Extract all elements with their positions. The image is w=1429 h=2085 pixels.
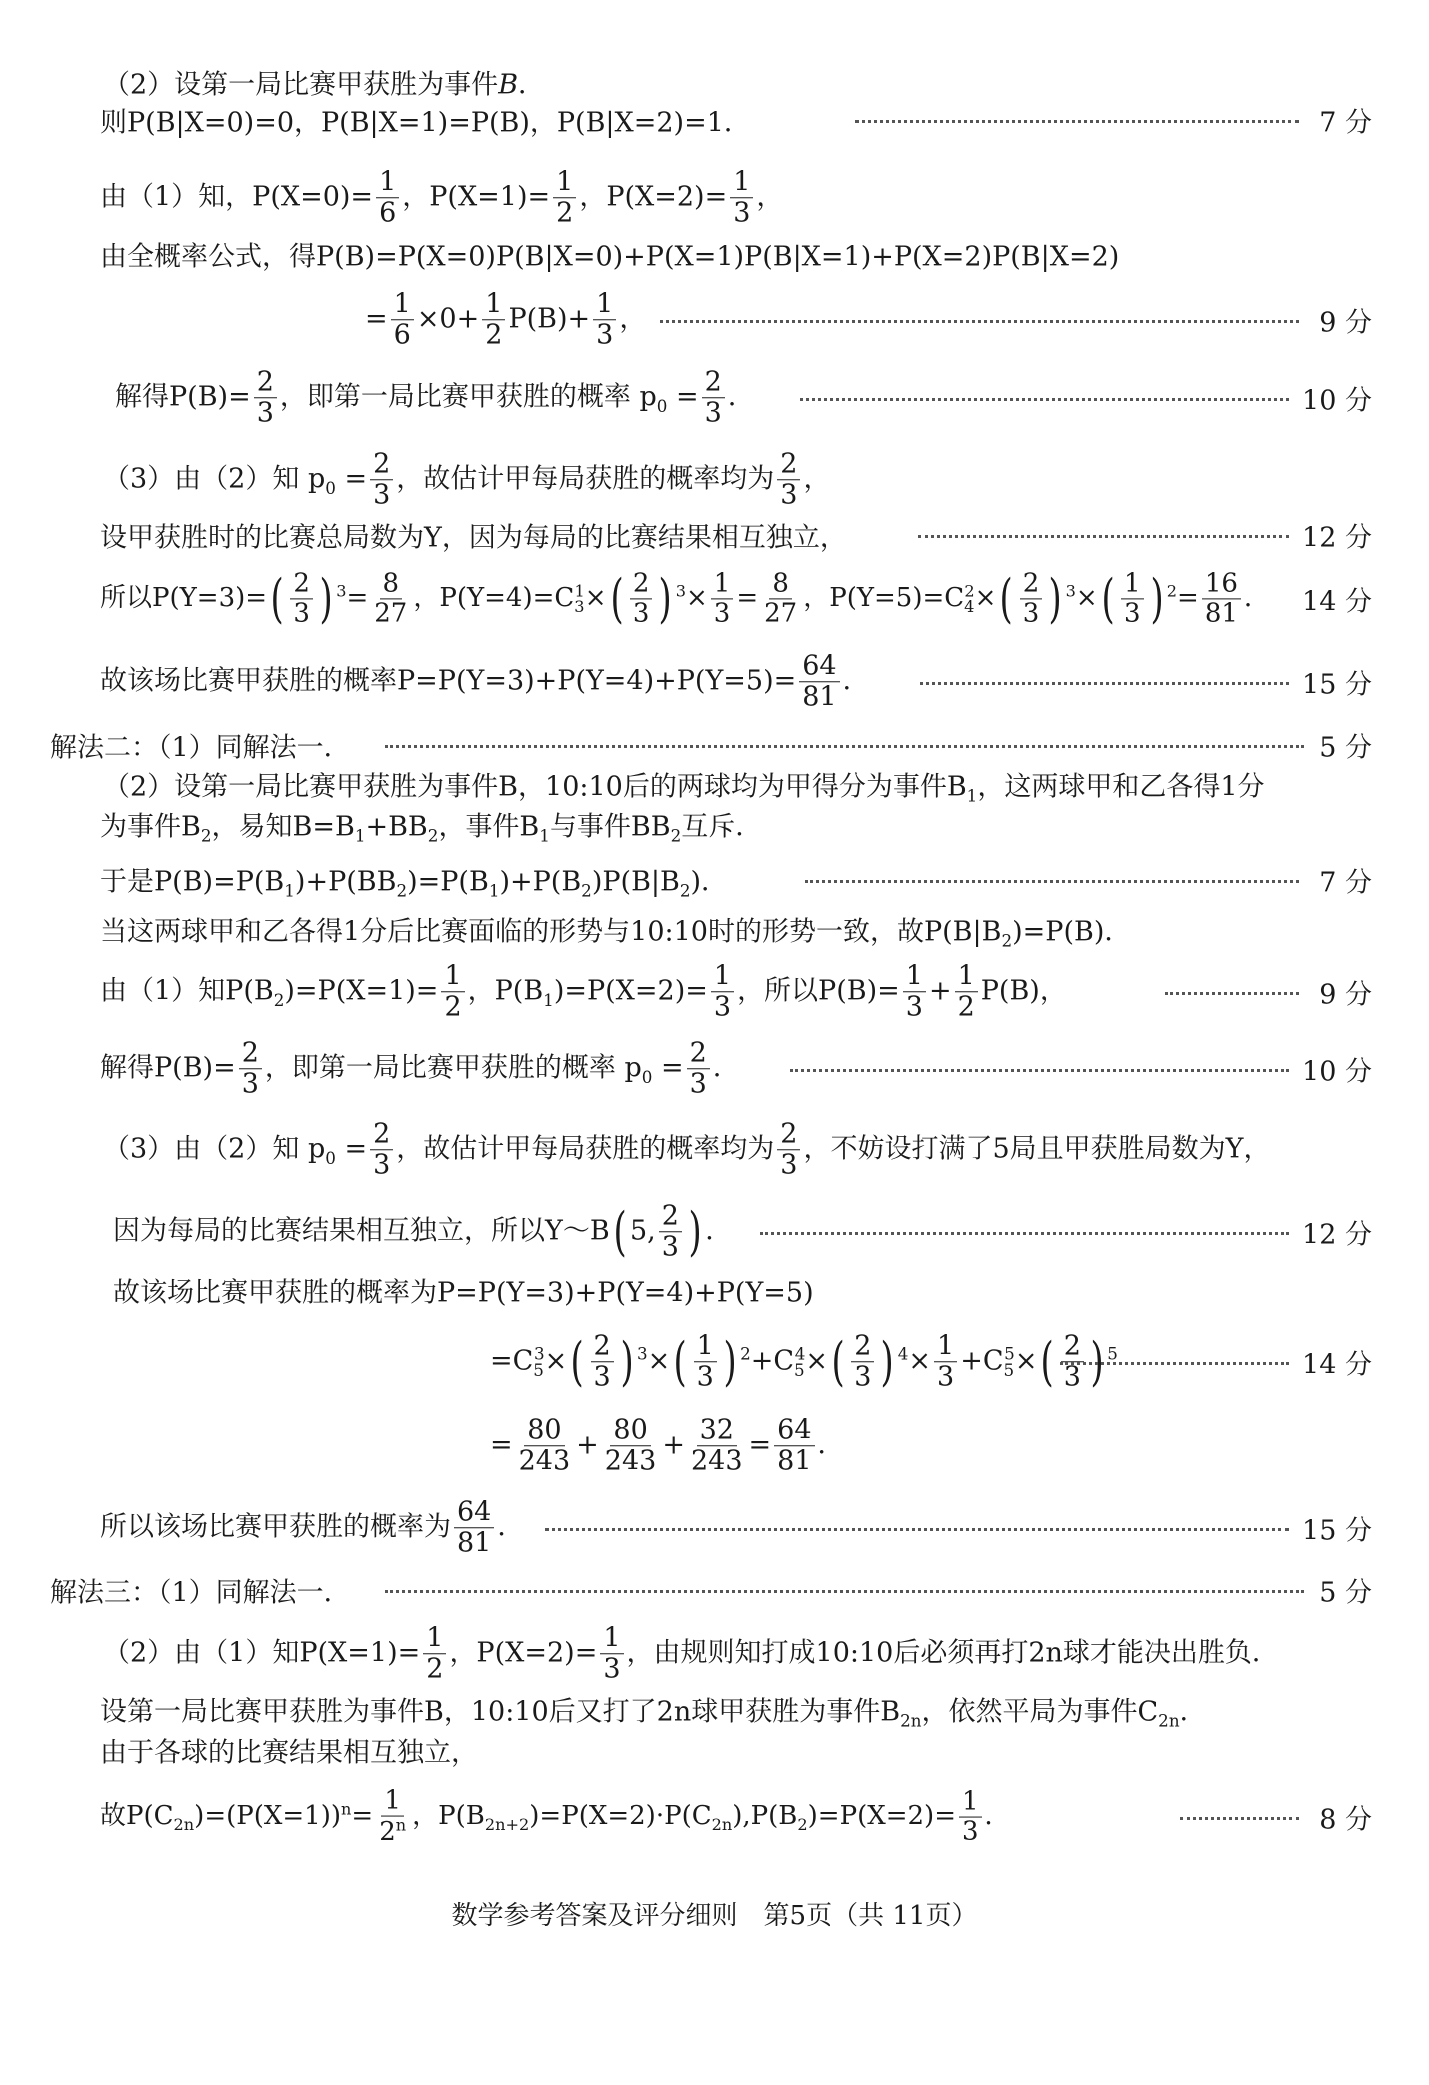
text: ，P(Y=4)=C <box>413 583 575 613</box>
line-4 <box>0 224 1429 284</box>
text: 所以P(Y=3)= <box>100 583 268 613</box>
leader-dots <box>855 120 1299 123</box>
leader-dots <box>1165 992 1299 995</box>
text: = <box>335 463 368 495</box>
line-21: $=C_5^3\times$( $\frac{2}{3}$ ) $^3$×( $\frac{1}{3}$ ) $^2+C_5^4\times$( $\frac{2}{3}$ ) $^4$× $\frac{1}{3}$ $+C_5^5\times$( $\frac{2}{3}$ ) $^5$ 14 分 <box>490 1330 1372 1393</box>
leader-dots <box>920 682 1289 685</box>
score-label: 14 分 <box>1302 1349 1372 1381</box>
score-label: 7 分 <box>1319 107 1372 139</box>
formula: 则P(B|X=0)=0，P(B|X=1)=P(B)，P(B|X=2)=1． <box>100 107 751 139</box>
text: ×0+ <box>416 303 480 335</box>
line-27: 由于各球的比赛结果相互独立， <box>100 1737 478 1769</box>
text: 由（1）知，P(X=0)= <box>100 181 374 213</box>
text: ，P(X=2)= <box>579 181 728 213</box>
formula: 由全概率公式，得P(B)=P(X=0)P(B|X=0)+P(X=1)P(B|X=1)+P(X=2)P(B|X=2) <box>100 241 1120 273</box>
score-label: 8 分 <box>1319 1804 1372 1836</box>
leader-dots <box>385 745 1304 748</box>
line-17: 解得P(B)= $\frac{2}{3}$ ，即第一局比赛甲获胜的概率 $p_0$ = $\frac{2}{3}$ ． 10 分 <box>100 1037 1372 1100</box>
fraction: $\frac{2}{3}$ <box>702 367 725 428</box>
text: = <box>667 381 699 413</box>
score-label: 15 分 <box>1302 669 1372 701</box>
fraction: $\frac{1}{2}$ <box>482 289 505 350</box>
line-2 <box>0 90 1429 150</box>
fraction: $\frac{1}{2}$ <box>553 167 576 228</box>
line-24 <box>0 1560 1429 1620</box>
leader-dots <box>760 1232 1289 1235</box>
text: 设甲获胜时的比赛总局数为Y，因为每局的比赛结果相互独立， <box>100 522 847 554</box>
exponent: 3 <box>336 581 347 601</box>
line-15: 当这两球甲和乙各得1分后比赛面临的形势与10:10时的形势一致，故$P(B|B_2)=P(B)$． <box>100 916 1132 951</box>
text: ， <box>803 463 831 495</box>
line-25: （2）由（1）知P(X=1)= $\frac{1}{2}$ ，P(X=2)= $\frac{1}{3}$ ，由规则知打成10:10后必须再打2n球才能决出胜负． <box>103 1622 1279 1685</box>
line-6 <box>0 356 1429 440</box>
leader-dots <box>1180 1817 1299 1820</box>
fraction: $\frac{2}{3}$ <box>777 449 800 510</box>
line-12: （2）设第一局比赛甲获胜为事件B，10:10后的两球均为甲得分为事件$B_1$，这两球甲和乙各得1分 <box>103 771 1265 806</box>
score-label: 10 分 <box>1302 1056 1372 1088</box>
subscript: 0 <box>656 395 668 416</box>
line-5 <box>0 278 1429 362</box>
score-label: 10 分 <box>1302 385 1372 417</box>
fraction: $\frac{2}{3}$ <box>290 569 313 628</box>
text: ，P(X=1)= <box>402 181 551 213</box>
fraction: $\frac{1}{3}$ <box>593 289 616 350</box>
line-10 <box>0 640 1429 724</box>
text: ， <box>756 181 784 213</box>
leader-dots <box>800 398 1289 401</box>
fraction: $\frac{64}{81}$ <box>799 651 839 712</box>
text: 故该场比赛甲获胜的概率P=P(Y=3)+P(Y=4)+P(Y=5)= <box>100 665 797 697</box>
section-heading: 解法三：（1）同解法一． <box>50 1577 351 1609</box>
score-label: 5 分 <box>1319 1577 1372 1609</box>
var: B <box>498 69 519 101</box>
fraction: $\frac{1}{6}$ <box>376 167 399 228</box>
line-22: = $\frac{80}{243}$ + $\frac{80}{243}$ + $\frac{32}{243}$ = $\frac{64}{81}$ ． <box>490 1414 845 1477</box>
leader-dots <box>385 1590 1304 1593</box>
score-label: 14 分 <box>1302 586 1372 618</box>
leader-dots <box>918 535 1289 538</box>
line-16: 由（1）知$P(B_2)=P(X=1)=$ $\frac{1}{2}$ ，$P(B_1)=P(X=2)=$ $\frac{1}{3}$ ，所以P(B)= $\frac{1}{3}$ + $\frac{1}{2}$ P(B)， 9 分 <box>100 960 1372 1023</box>
section-heading: 解法二：（1）同解法一． <box>50 732 351 764</box>
leader-dots <box>660 320 1299 323</box>
text: ． <box>518 69 546 101</box>
score-label: 9 分 <box>1319 307 1372 339</box>
line-23: 所以该场比赛甲获胜的概率为 $\frac{64}{81}$ ． 15 分 <box>100 1496 1372 1559</box>
leader-dots <box>545 1528 1289 1531</box>
fraction: $\frac{1}{6}$ <box>391 289 414 350</box>
leader-dots <box>790 1069 1289 1072</box>
leader-dots <box>805 880 1299 883</box>
line-19: 因为每局的比赛结果相互独立，所以Y～B( 5, $\frac{2}{3}$ ) ． 12 分 <box>113 1200 1372 1263</box>
score-label: 7 分 <box>1319 867 1372 899</box>
line-28: 故$P(C_{2n})=(P(X=1))^n=$ $\frac{1}{2^n}$ ，$P(B_{2n+2})=P(X=2)\cdot P(C_{2n}),P(B_2)=P(X=2)=$ $\frac{1}{3}$ ． 8 分 <box>100 1785 1372 1848</box>
fraction: $\frac{1}{3}$ <box>730 167 753 228</box>
text: （3）由（2）知 p <box>103 463 326 495</box>
fraction: $\frac{2}{3}$ <box>254 367 277 428</box>
line-9: 所以P(Y=3)=( $\frac{2}{3}$ ) $^3$= $\frac{8}{27}$ ，$P(Y=4)=C_3^1\times$( $\frac{2}{3}$ ) $^3$× $\frac{1}{3}$ = $\frac{8}{27}$ ，$P(Y=5)=C_4^2\times$( $\frac{2}{3}$ ) $^3$×( $\frac{1}{3}$ ) $^2$= $\frac{16}{81}$ ． 14 分 <box>100 568 1372 629</box>
line-26: 设第一局比赛甲获胜为事件B，10:10后又打了2n球甲获胜为事件$B_{2n}$，依然平局为事件$C_{2n}$． <box>100 1696 1207 1731</box>
text: = <box>365 303 388 335</box>
score-label: 9 分 <box>1319 979 1372 1011</box>
text: ． <box>727 381 755 413</box>
text: ． <box>842 665 870 697</box>
page-footer: 数学参考答案及评分细则 第5页（共 11页） <box>451 1901 978 1931</box>
text: 解得P(B)= <box>115 381 251 413</box>
score-label: 12 分 <box>1302 1219 1372 1251</box>
line-13: 为事件$B_2$，易知$B=B_1+BB_2$，事件$B_1$与事件$BB_2$互斥． <box>100 811 763 846</box>
line-20: 故该场比赛甲获胜的概率为P=P(Y=3)+P(Y=4)+P(Y=5) <box>113 1277 814 1309</box>
subscript: 0 <box>325 477 336 498</box>
score-label: 12 分 <box>1302 522 1372 554</box>
leader-dots <box>1060 1362 1289 1365</box>
text: P(B)+ <box>508 303 591 335</box>
text: = <box>346 583 369 613</box>
text: ， <box>619 303 647 335</box>
score-label: 15 分 <box>1302 1515 1372 1547</box>
fraction: $\frac{2}{3}$ <box>370 449 393 510</box>
text: ，故估计甲每局获胜的概率均为 <box>396 463 775 495</box>
fraction: $\frac{8}{27}$ <box>374 568 408 629</box>
text: （2）设第一局比赛甲获胜为事件 <box>103 69 499 101</box>
line-14: 于是$P(B)=P(B_1)+P(BB_2)=P(B_1)+P(B_2)P(B|B_2)$． 7 分 <box>0 850 1429 910</box>
score-label: 5 分 <box>1319 732 1372 764</box>
line-18: （3）由（2）知 $p_0$ = $\frac{2}{3}$ ，故估计甲每局获胜的概率均为 $\frac{2}{3}$ ，不妨设打满了5局且甲获胜局数为Y， <box>103 1118 1271 1181</box>
text: ，即第一局比赛甲获胜的概率 p <box>279 381 657 413</box>
